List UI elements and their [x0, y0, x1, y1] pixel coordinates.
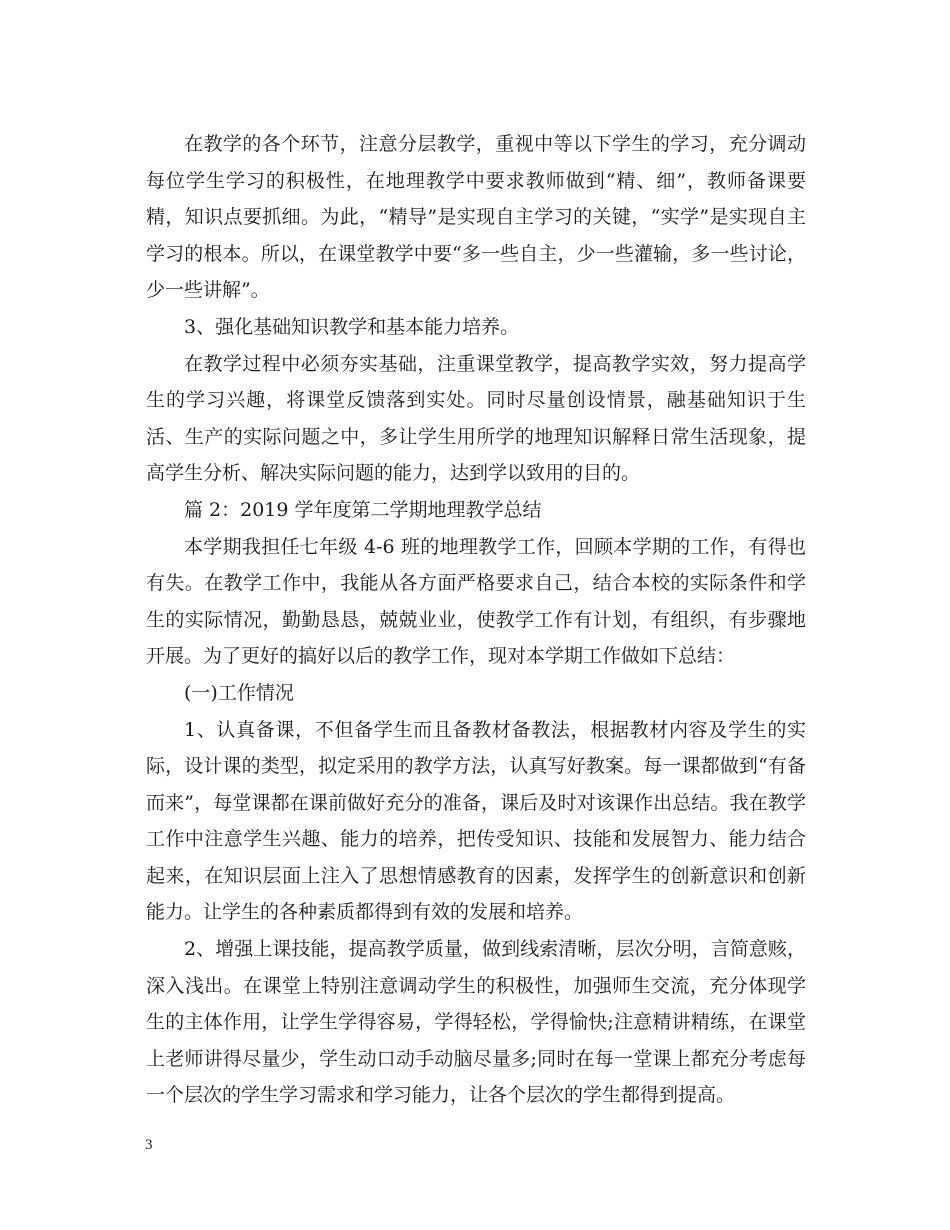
document-body [146, 126, 806, 1114]
paragraph-layered-teaching: 在教学的各个环节，注意分层教学，重视中等以下学生的学习，充分调动每位学生学习的积极性，在地理教学中要求教师做到“精、细”，教师备课要精，知识点要抓细。为此，“精导”是实现自主学习的关键，“实学”是实现自主学习的根本。所以，在课堂教学中要“多一些自主，少一些灌输，多一些讨论，少一些讲解”。 [146, 133, 806, 302]
heading-work-situation: (一)工作情况 [184, 681, 294, 704]
paragraph-semester-intro: 本学期我担任七年级 4-6 班的地理教学工作，回顾本学期的工作，有得也有失。在教学工作中，我能从各方面严格要求自己，结合本校的实际条件和学生的实际情况，勤勤恳恳，兢兢业业，使教学工作有计划，有组织，有步骤地开展。为了更好的搞好以后的教学工作，现对本学期工作做如下总结： [146, 535, 806, 668]
paragraph-lesson-preparation: 1、认真备课，不但备学生而且备教材备教法，根据教材内容及学生的实际，设计课的类型，拟定采用的教学方法，认真写好教案。每一课都做到“有备而来”，每堂课都在课前做好充分的准备，课后及时对该课作出总结。我在教学工作中注意学生兴趣、能力的培养，把传受知识、技能和发展智力、能力结合起来，在知识层面上注入了思想情感教育的因素，发挥学生的创新意识和创新能力。让学生的各种素质都得到有效的发展和培养。 [146, 718, 806, 924]
page-number: 3 [145, 1137, 153, 1153]
section-title-part-2: 篇 2：2019 学年度第二学期地理教学总结 [184, 498, 542, 521]
paragraph-teaching-skills: 2、增强上课技能，提高教学质量，做到线索清晰，层次分明，言简意赅，深入浅出。在课堂上特别注意调动学生的积极性，加强师生交流，充分体现学生的主体作用，让学生学得容易，学得轻松，学得愉快;注意精讲精练，在课堂上老师讲得尽量少，学生动口动手动脑尽量多;同时在每一堂课上都充分考虑每一个层次的学生学习需求和学习能力，让各个层次的学生都得到提高。 [146, 938, 806, 1107]
paragraph-teaching-process: 在教学过程中必须夯实基础，注重课堂教学，提高教学实效，努力提高学生的学习兴趣，将课堂反馈落到实处。同时尽量创设情景，融基础知识于生活、生产的实际问题之中，多让学生用所学的地理知识解释日常生活现象，提高学生分析、解决实际问题的能力，达到学以致用的目的。 [146, 352, 806, 485]
heading-basic-knowledge: 3、强化基础知识教学和基本能力培养。 [184, 315, 520, 338]
